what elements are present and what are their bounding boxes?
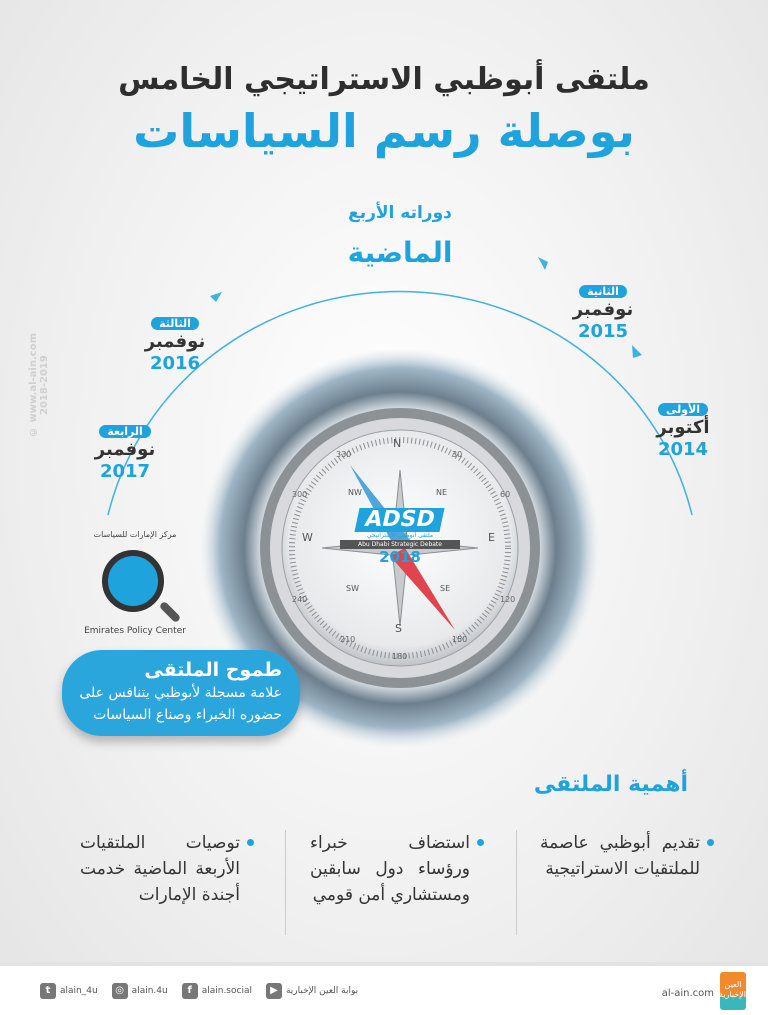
timeline-month: نوفمبر — [94, 439, 156, 460]
adsd-mark: ADSD — [355, 508, 446, 532]
youtube-label: بوابة العين الإخبارية — [285, 986, 359, 996]
timeline-month: أكتوبر — [656, 417, 710, 438]
timeline-month: نوفمبر — [144, 331, 206, 352]
adsd-ar: ملتقى أبوظبي الاستراتيجي — [366, 532, 434, 539]
instagram-icon: ◎ — [112, 983, 128, 999]
timeline-item-2015 — [548, 280, 658, 343]
bubble-line1: علامة مسجلة لأبوظبي يتنافس على — [79, 685, 282, 701]
compass-nw: NW — [348, 488, 362, 497]
degree-label: 30 — [452, 450, 463, 459]
ambition-bubble — [62, 650, 300, 736]
facebook-link[interactable] — [182, 983, 252, 999]
timeline-ordinal: الأولى — [658, 403, 708, 416]
degree-label: 60 — [500, 490, 511, 499]
importance-point-text: استضاف خبراء ورؤساء دول سابقين ومستشاري أمن قومي — [310, 833, 470, 905]
facebook-label: alain.social — [201, 986, 252, 996]
bubble-title: طموح الملتقى — [144, 659, 282, 681]
arrow-icon — [538, 257, 548, 270]
alain-logo: العين الإخبارية — [720, 972, 746, 1010]
importance-point-text: تقديم أبوظبي عاصمة للملتقيات الاستراتيجية — [540, 833, 700, 879]
adsd-en: Abu Dhabi Strategic Debate — [340, 540, 460, 549]
divider — [285, 830, 286, 935]
degree-label: 330 — [336, 450, 352, 459]
timeline-ordinal: الثانية — [579, 285, 627, 298]
twitter-icon: t — [40, 983, 56, 999]
youtube-link[interactable] — [266, 983, 358, 999]
compass-ne: NE — [436, 488, 448, 497]
page-title: بوصلة رسم السياسات — [133, 104, 635, 158]
footer — [0, 962, 768, 1015]
watermark-site: www.al-ain.com — [28, 333, 39, 423]
watermark-years: 2018-2019 — [39, 355, 50, 415]
timeline-ordinal: الثالثة — [151, 317, 199, 330]
compass-se: SE — [440, 584, 451, 593]
twitter-label: alain_4u — [60, 986, 98, 996]
timeline-item-2017 — [70, 420, 180, 483]
magnifier-handle — [159, 601, 182, 624]
degree-label: 120 — [500, 595, 516, 604]
timeline-year: 2016 — [149, 353, 201, 374]
degree-label: 240 — [292, 595, 308, 604]
importance-point — [540, 830, 700, 882]
compass-e: E — [488, 531, 495, 544]
divider — [516, 830, 517, 935]
compass-w: W — [302, 531, 313, 544]
magnifier-icon — [102, 550, 164, 612]
importance-point — [80, 830, 240, 908]
facebook-icon: f — [182, 983, 198, 999]
epc-en: Emirates Policy Center — [84, 626, 186, 636]
degree-label: 210 — [340, 635, 356, 644]
degree-label: 180 — [392, 652, 408, 661]
arc-heading-line1: دوراته الأربع — [348, 203, 452, 223]
arc-heading-line2: الماضية — [347, 236, 453, 269]
subtitle: ملتقى أبوظبي الاستراتيجي الخامس — [118, 62, 650, 97]
timeline-month: نوفمبر — [572, 299, 634, 320]
epc-logo — [80, 530, 190, 640]
adsd-year: 2018 — [379, 548, 421, 566]
epc-ar: مركز الإمارات للسياسات — [93, 530, 177, 539]
timeline-item-2014 — [628, 398, 738, 461]
compass-s: S — [395, 622, 402, 635]
compass-sw: SW — [346, 584, 359, 593]
adsd-logo — [340, 508, 460, 565]
timeline-year: 2014 — [657, 439, 709, 460]
timeline-year: 2015 — [577, 321, 629, 342]
timeline-ordinal: الرابعة — [99, 425, 151, 438]
site-link[interactable]: al-ain.com — [661, 988, 714, 999]
timeline-year: 2017 — [99, 461, 151, 482]
importance-point — [310, 830, 470, 908]
watermark — [28, 330, 68, 440]
youtube-icon: ▶ — [266, 983, 282, 999]
arrow-icon — [210, 292, 222, 302]
watermark-symbol: © — [28, 426, 39, 437]
social-links — [40, 983, 358, 999]
importance-heading: أهمية الملتقى — [533, 772, 688, 797]
degree-label: 150 — [452, 635, 468, 644]
degree-label: 300 — [292, 490, 308, 499]
arrow-icon — [632, 345, 642, 358]
compass-n: N — [393, 437, 402, 450]
instagram-link[interactable] — [112, 983, 168, 999]
instagram-label: alain.4u — [131, 986, 168, 996]
twitter-link[interactable] — [40, 983, 98, 999]
timeline-item-2016 — [120, 312, 230, 375]
importance-point-text: توصيات الملتقيات الأربعة الماضية خدمت أجندة الإمارات — [80, 833, 240, 905]
bubble-line2: حضوره الخبراء وصناع السياسات — [93, 707, 282, 723]
